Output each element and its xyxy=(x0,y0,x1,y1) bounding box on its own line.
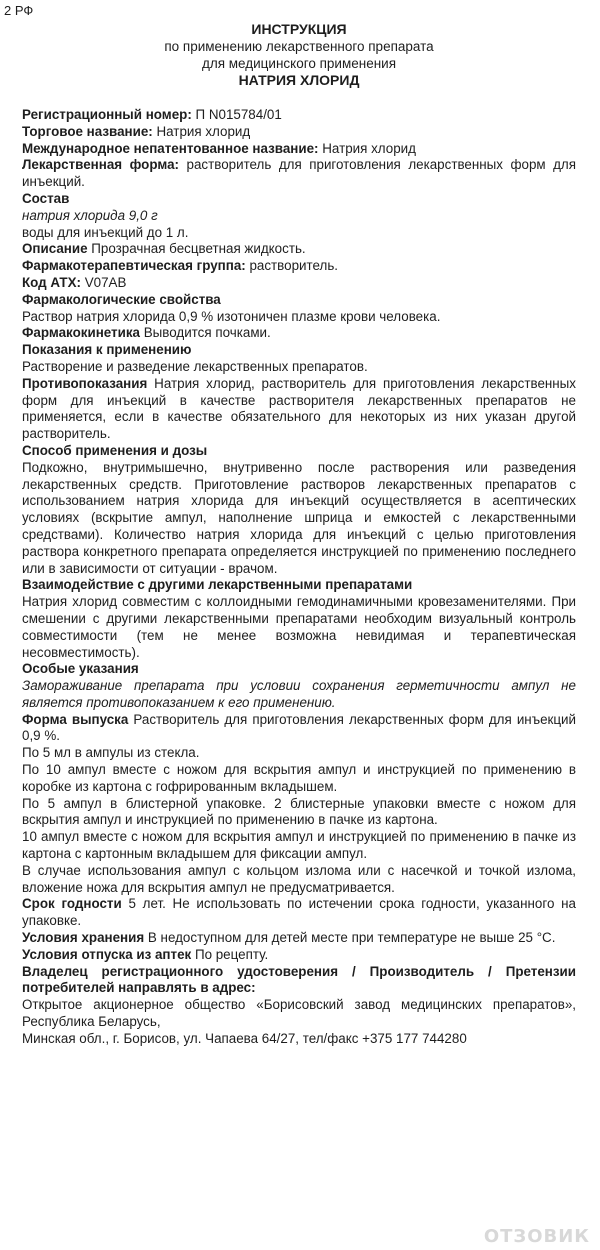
release-p2: По 10 ампул вместе с ножом для вскрытия ампул и инструкцией по применению в коробке из картона с гофрированным вкладышем. xyxy=(22,762,576,794)
dosage-text: Подкожно, внутримышечно, внутривенно после растворения или разведения лекарственных средств. Приготовление растворов лекарственных препаратов с использованием натрия хлорида для инъекций осуществляется в асептических условиях (вскрытие ампул, наполнение шприца и емкостей с лекарственными средствами). Количество натрия хлорида для инъекций с целью приготовления раствора конкретного препарата определяется инструкцией по применению последнего или в зависимости от ситуации - врачом. xyxy=(22,459,576,576)
storage-conditions: Условия хранения В недоступном для детей месте при температуре не выше 25 °С. xyxy=(22,930,556,946)
dosage-form: Лекарственная форма: растворитель для приготовления лекарственных форм для инъекций. xyxy=(22,157,576,190)
special-heading: Особые указания xyxy=(22,661,139,677)
description: Описание Прозрачная бесцветная жидкость. xyxy=(22,241,306,257)
pharmacology-heading: Фармакологические свойства xyxy=(22,291,221,307)
interaction-text: Натрия хлорид совместим с коллоидными гемодинамичными кровезаменителями. При смешении с другими лекарственными препаратами необходим визуальный контроль совместимости (тем не менее возможна невидимая и терапевтическая несовместимость). xyxy=(22,594,576,660)
special-text: Замораживание препарата при условии сохранения герметичности ампул не является противопоказанием к его применению. xyxy=(22,678,576,710)
page-marker: 2 РФ xyxy=(4,3,34,18)
header xyxy=(22,21,576,89)
owner-heading: Владелец регистрационного удостоверения / Производитель / Претензии потребителей направлять в адрес: xyxy=(22,963,576,996)
pharmacotherapeutic-group: Фармакотерапевтическая группа: растворитель. xyxy=(22,258,339,274)
document-title: ИНСТРУКЦИЯ xyxy=(251,21,347,37)
contraindications: Противопоказания Натрия хлорид, растворитель для приготовления лекарственных форм для инъекций в качестве растворителя лекарственных препаратов не применяется, если в качестве обязательного для некоторых из них указан другой растворитель. xyxy=(22,375,576,442)
release-p4: 10 ампул вместе с ножом для вскрытия ампул и инструкцией по применению в пачке из картона с картонным вкладышем для фиксации ампул. xyxy=(22,829,576,862)
indications-heading: Показания к применению xyxy=(22,342,192,358)
pharmacokinetics: Фармакокинетика Выводится почками. xyxy=(22,325,271,341)
dosage-heading: Способ применения и дозы xyxy=(22,442,208,458)
leaflet-body xyxy=(22,107,576,1048)
shelf-life: Срок годности 5 лет. Не использовать по истечении срока годности, указанного на упаковке. xyxy=(22,896,576,929)
owner-line-2: Минская обл., г. Борисов, ул. Чапаева 64/27, тел/факс +375 177 744280 xyxy=(22,1030,467,1046)
pharmacology-text: Раствор натрия хлорида 0,9 % изотоничен плазме крови человека. xyxy=(22,308,441,324)
registration-number: Регистрационный номер: П N015784/01 xyxy=(22,107,282,122)
composition-line-1: натрия хлорида 9,0 г xyxy=(22,207,158,223)
atc-code: Код АТХ: V07AB xyxy=(22,274,127,290)
inn-name: Международное непатентованное название: Натрия хлорид xyxy=(22,140,416,156)
site-watermark: ОТЗОВИК xyxy=(483,1226,590,1247)
subtitle-line-1: по применению лекарственного препарата xyxy=(164,39,434,54)
dispensing-conditions: Условия отпуска из аптек По рецепту. xyxy=(22,946,269,962)
release-p5: В случае использования ампул с кольцом излома или с насечкой и точкой излома, вложение ножа для вскрытия ампул не предусматривается. xyxy=(22,862,576,895)
subtitle-line-2: для медицинского применения xyxy=(201,56,397,71)
owner-line-1: Открытое акционерное общество «Борисовский завод медицинских препаратов», Республика Беларусь, xyxy=(22,997,576,1030)
interaction-heading: Взаимодействие с другими лекарственными препаратами xyxy=(22,577,413,593)
drug-name: НАТРИЯ ХЛОРИД xyxy=(238,72,360,88)
composition-heading: Состав xyxy=(22,190,70,206)
indications-text: Растворение и разведение лекарственных препаратов. xyxy=(22,358,368,374)
release-p1: По 5 мл в ампулы из стекла. xyxy=(22,745,200,761)
trade-name: Торговое название: Натрия хлорид xyxy=(22,123,251,139)
release-form: Форма выпуска Растворитель для приготовления лекарственных форм для инъекций 0,9 %. xyxy=(22,711,577,744)
composition-line-2: воды для инъекций до 1 л. xyxy=(22,224,189,240)
release-p3: По 5 ампул в блистерной упаковке. 2 блистерные упаковки вместе с ножом для вскрытия ампул и инструкцией по применению в пачке из картона. xyxy=(22,795,576,828)
